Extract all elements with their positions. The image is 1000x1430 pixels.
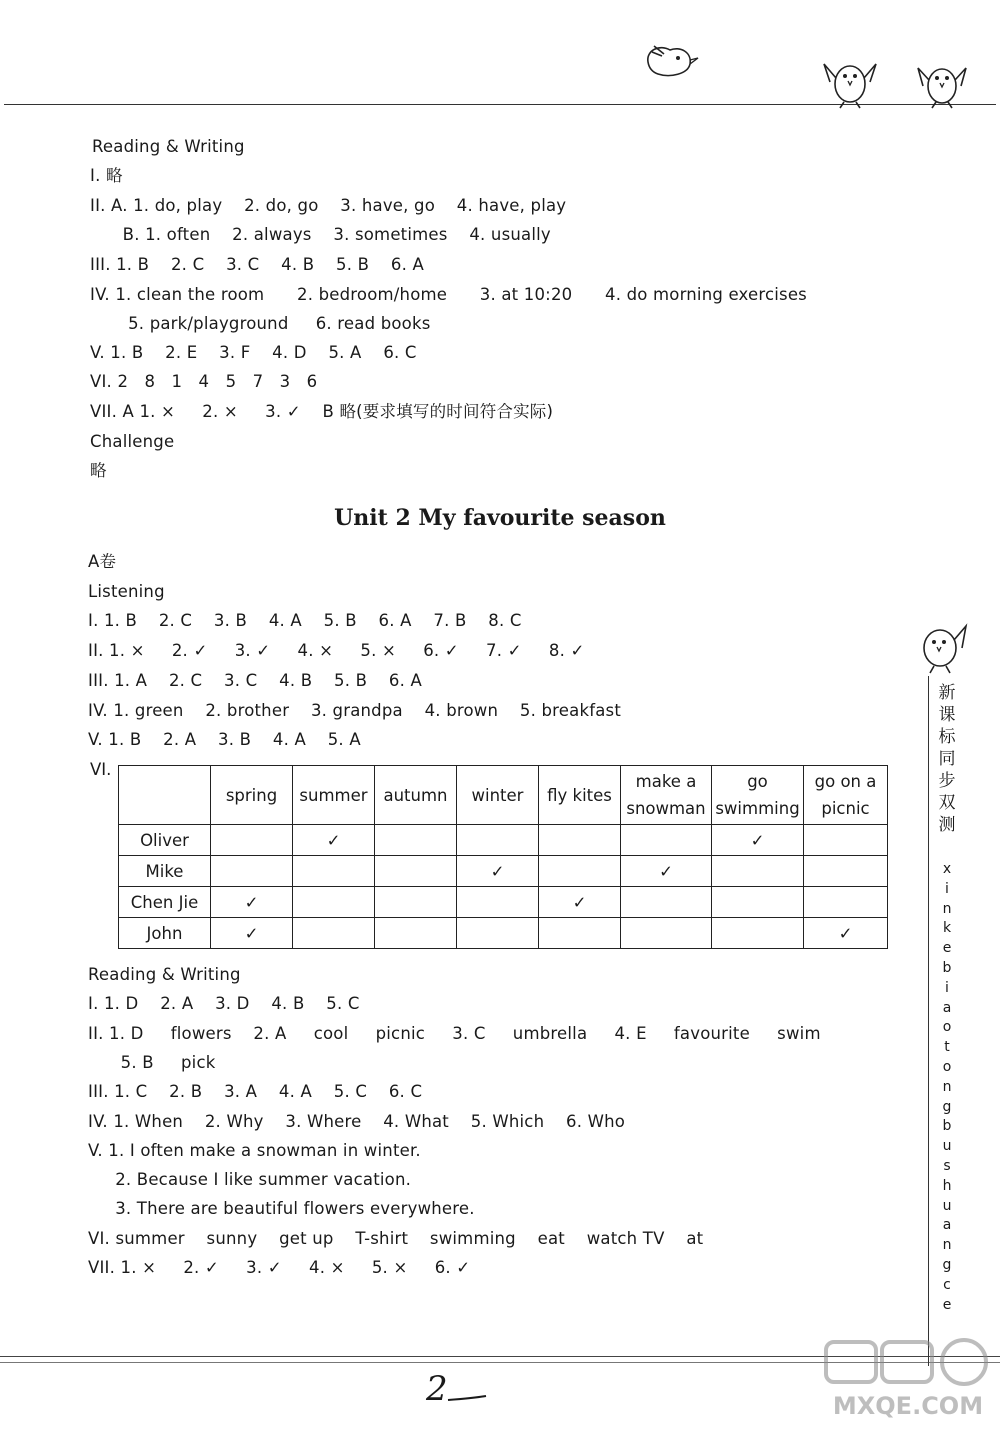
sidebar-letter: t [944, 1039, 950, 1056]
sidebar-letter: o [942, 1019, 952, 1036]
answer-line: IV. 1. clean the room 2. bedroom/home 3. at 10:20 4. do morning exercises [90, 285, 807, 304]
table-cell [539, 825, 621, 856]
sidebar-letter: g [942, 1256, 952, 1273]
page-number-text: 2 [426, 1369, 448, 1408]
answer-line: VI. 2 8 1 4 5 7 3 6 [90, 372, 318, 391]
table-cell [375, 918, 457, 949]
table-row-name: Mike [119, 856, 211, 887]
table-header-cell: go on a picnic [804, 766, 888, 825]
table-cell: ✓ [539, 887, 621, 918]
answer-line: II. A. 1. do, play 2. do, go 3. have, go 4. have, play [90, 196, 567, 215]
sidebar-letter: b [942, 1118, 952, 1135]
page-number [422, 1368, 492, 1408]
answer-line: I. 1. D 2. A 3. D 4. B 5. C [88, 994, 360, 1013]
table-cell [211, 856, 293, 887]
watermark-text: MXQE.COM [832, 1392, 984, 1420]
bird-icon-3 [912, 58, 970, 110]
sidebar-pinyin [935, 860, 959, 1315]
sidebar-char: 同 [938, 749, 956, 769]
table-cell [375, 825, 457, 856]
table-label: VI. [90, 760, 112, 779]
answer-line: III. 1. B 2. C 3. C 4. B 5. B 6. A [90, 255, 424, 274]
bird-icon-1 [640, 38, 700, 80]
answer-line: VII. A 1. × 2. × 3. ✓ B 略(要求填写的时间符合实际) [90, 402, 554, 421]
table-cell [293, 887, 375, 918]
answer-line: 5. park/playground 6. read books [90, 314, 431, 333]
table-cell: ✓ [211, 887, 293, 918]
bird-icon-4 [914, 618, 970, 676]
sidebar-letter: n [942, 900, 952, 917]
table-cell [621, 825, 712, 856]
table-row-name: Chen Jie [119, 887, 211, 918]
sidebar-letter: i [945, 979, 949, 996]
table-row-name: Oliver [119, 825, 211, 856]
sidebar-letter: o [942, 1058, 952, 1075]
sidebar-letter: u [942, 1197, 952, 1214]
table-row [119, 918, 888, 949]
table-header-row [119, 766, 888, 825]
table-header-cell: fly kites [539, 766, 621, 825]
sidebar-letter: b [942, 959, 952, 976]
answer-line: 略 [90, 461, 107, 480]
table-cell: ✓ [621, 856, 712, 887]
answer-line: II. 1. D flowers 2. A cool picnic 3. C umbrella 4. E favourite swim [88, 1024, 821, 1043]
section-heading-reading-writing: Reading & Writing [88, 965, 241, 984]
table-cell [457, 887, 539, 918]
answer-line: 2. Because I like summer vacation. [88, 1170, 412, 1189]
answer-line: IV. 1. green 2. brother 3. grandpa 4. brown 5. breakfast [88, 701, 622, 720]
table-cell [621, 887, 712, 918]
table-cell [539, 856, 621, 887]
table-cell [375, 856, 457, 887]
sidebar-book-title [935, 682, 959, 836]
table-cell [621, 918, 712, 949]
answer-line: V. 1. I often make a snowman in winter. [88, 1141, 421, 1160]
sidebar-char: 课 [938, 705, 956, 725]
answer-line: IV. 1. When 2. Why 3. Where 4. What 5. Which 6. Who [88, 1112, 626, 1131]
sidebar-letter: e [942, 1296, 952, 1313]
table-row [119, 887, 888, 918]
answer-line: III. 1. A 2. C 3. C 4. B 5. B 6. A [88, 671, 422, 690]
answer-line: 5. B pick [88, 1053, 216, 1072]
section-heading-reading-writing: Reading & Writing [92, 137, 245, 156]
section-heading-listening: Listening [88, 582, 165, 601]
paper-label: A卷 [88, 552, 117, 571]
sidebar-letter: u [942, 1138, 952, 1155]
answer-line: VII. 1. × 2. ✓ 3. ✓ 4. × 5. × 6. ✓ [88, 1258, 471, 1277]
answer-line: III. 1. C 2. B 3. A 4. A 5. C 6. C [88, 1082, 423, 1101]
table-cell: ✓ [457, 856, 539, 887]
sidebar-char: 双 [938, 793, 956, 813]
answer-line: II. 1. × 2. ✓ 3. ✓ 4. × 5. × 6. ✓ 7. ✓ 8. ✓ [88, 641, 585, 660]
table-cell [293, 856, 375, 887]
table-header-cell: autumn [375, 766, 457, 825]
sidebar-letter: e [942, 940, 952, 957]
table-header-cell: make a snowman [621, 766, 712, 825]
sidebar-letter: x [942, 861, 952, 877]
sidebar-letter: g [942, 1098, 952, 1115]
answer-line: V. 1. B 2. E 3. F 4. D 5. A 6. C [90, 343, 417, 362]
answer-line: B. 1. often 2. always 3. sometimes 4. usually [90, 225, 551, 244]
answer-line: V. 1. B 2. A 3. B 4. A 5. A [88, 730, 361, 749]
table-cell [293, 918, 375, 949]
sidebar-char: 标 [938, 727, 956, 747]
table-row [119, 825, 888, 856]
bird-icon-2 [818, 56, 880, 110]
unit-title: Unit 2 My favourite season [334, 505, 666, 531]
sidebar-letter: a [942, 1217, 952, 1234]
table-header-cell: go swimming [712, 766, 804, 825]
answer-line: I. 1. B 2. C 3. B 4. A 5. B 6. A 7. B 8. C [88, 611, 522, 630]
sidebar-char: 测 [938, 815, 956, 835]
table-header-cell: spring [211, 766, 293, 825]
table-cell [712, 856, 804, 887]
sidebar-letter: i [945, 880, 949, 897]
sidebar-char: 步 [938, 771, 956, 791]
sidebar-letter: c [943, 1276, 951, 1293]
table-cell: ✓ [211, 918, 293, 949]
season-activity-table [118, 765, 888, 949]
sidebar-letter: n [942, 1078, 952, 1095]
sidebar-char: 新 [938, 683, 956, 703]
table-header-cell: winter [457, 766, 539, 825]
table-cell [804, 856, 888, 887]
table-corner-cell [119, 766, 211, 825]
table-cell [457, 825, 539, 856]
table-row-name: John [119, 918, 211, 949]
table-cell [804, 825, 888, 856]
sidebar-rule [928, 676, 929, 1366]
watermark-logo [820, 1338, 996, 1422]
table-cell: ✓ [712, 825, 804, 856]
table-cell [211, 825, 293, 856]
table-cell [712, 918, 804, 949]
answer-line: I. 略 [90, 166, 123, 185]
table-header-cell: summer [293, 766, 375, 825]
sidebar-letter: s [943, 1157, 951, 1174]
sidebar-letter: n [942, 1237, 952, 1254]
table-cell [375, 887, 457, 918]
sidebar-letter: k [942, 920, 952, 937]
answer-line: VI. summer sunny get up T-shirt swimming eat watch TV at [88, 1229, 704, 1248]
section-heading-challenge: Challenge [90, 432, 175, 451]
table-cell: ✓ [804, 918, 888, 949]
table-row [119, 856, 888, 887]
answer-line: 3. There are beautiful flowers everywhere. [88, 1199, 475, 1218]
table-cell [712, 887, 804, 918]
table-cell: ✓ [293, 825, 375, 856]
sidebar-letter: h [942, 1177, 952, 1194]
sidebar-letter: a [942, 999, 952, 1016]
table-cell [539, 918, 621, 949]
table-cell [457, 918, 539, 949]
table-cell [804, 887, 888, 918]
